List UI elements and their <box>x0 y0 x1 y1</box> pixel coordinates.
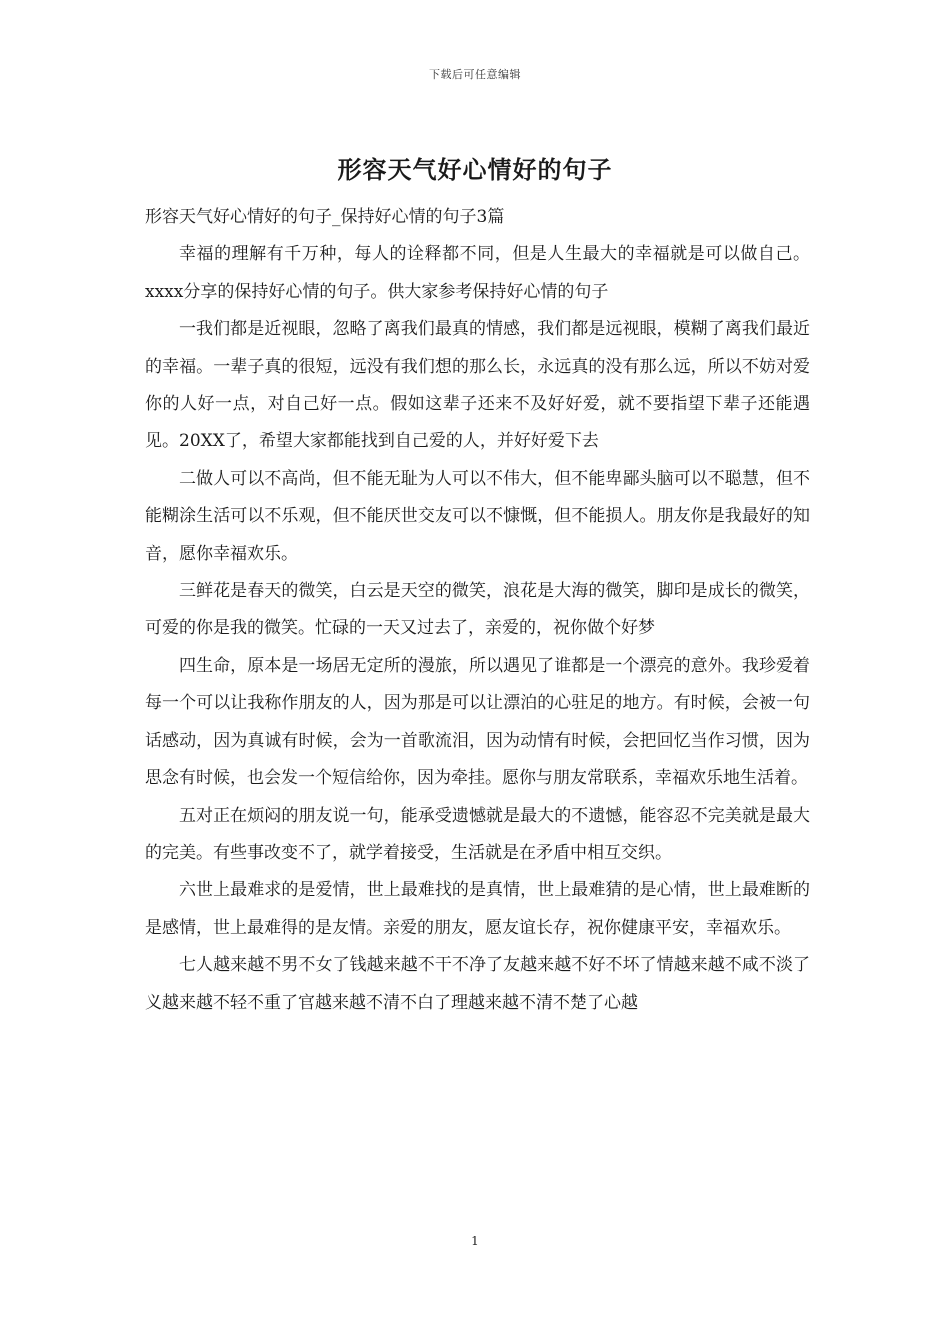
paragraph-4: 四生命，原本是一场居无定所的漫旅，所以遇见了谁都是一个漂亮的意外。我珍爱着每一个可以让我称作朋友的人，因为那是可以让漂泊的心驻足的地方。有时候，会被一句话感动，因为真诚有时候，会为一首歌流泪，因为动情有时候，会把回忆当作习惯，因为思念有时候，也会发一个短信给你，因为牵挂。愿你与朋友常联系，幸福欢乐地生活着。 <box>145 655 810 789</box>
paragraph-3: 三鲜花是春天的微笑，白云是天空的微笑，浪花是大海的微笑，脚印是成长的微笑，可爱的你是我的微笑。忙碌的一天又过去了，亲爱的，祝你做个好梦 <box>145 581 810 639</box>
header-note: 下载后可任意编辑 <box>429 68 521 81</box>
paragraph-5: 五对正在烦闷的朋友说一句，能承受遗憾就是最大的不遗憾，能容忍不完美就是最大的完美。有些事改变不了，就学着接受，生活就是在矛盾中相互交织。 <box>145 805 810 863</box>
document-subtitle: 形容天气好心情好的句子_保持好心情的句子3篇 <box>145 207 505 227</box>
paragraph-intro: 幸福的理解有千万种，每人的诠释都不同，但是人生最大的幸福就是可以做自己。xxxx分享的保持好心情的句子。供大家参考保持好心情的句子 <box>145 244 810 302</box>
paragraph-1: 一我们都是近视眼，忽略了离我们最真的情感，我们都是远视眼，模糊了离我们最近的幸福。一辈子真的很短，远没有我们想的那么长，永远真的没有那么远，所以不妨对爱你的人好一点，对自己好一点。假如这辈子还来不及好好爱，就不要指望下辈子还能遇见。20XX了，希望大家都能找到自己爱的人，并好好爱下去 <box>145 319 810 452</box>
document-title: 形容天气好心情好的句子 <box>337 155 613 184</box>
page-number: 1 <box>471 1234 479 1248</box>
document-body <box>145 199 810 1022</box>
paragraph-6: 六世上最难求的是爱情，世上最难找的是真情，世上最难猜的是心情，世上最难断的是感情，世上最难得的是友情。亲爱的朋友，愿友谊长存，祝你健康平安，幸福欢乐。 <box>145 880 810 938</box>
paragraph-2: 二做人可以不高尚，但不能无耻为人可以不伟大，但不能卑鄙头脑可以不聪慧，但不能糊涂生活可以不乐观，但不能厌世交友可以不慷慨，但不能损人。朋友你是我最好的知音，愿你幸福欢乐。 <box>145 468 810 564</box>
paragraph-7: 七人越来越不男不女了钱越来越不干不净了友越来越不好不坏了情越来越不咸不淡了义越来越不轻不重了官越来越不清不白了理越来越不清不楚了心越 <box>145 955 810 1013</box>
